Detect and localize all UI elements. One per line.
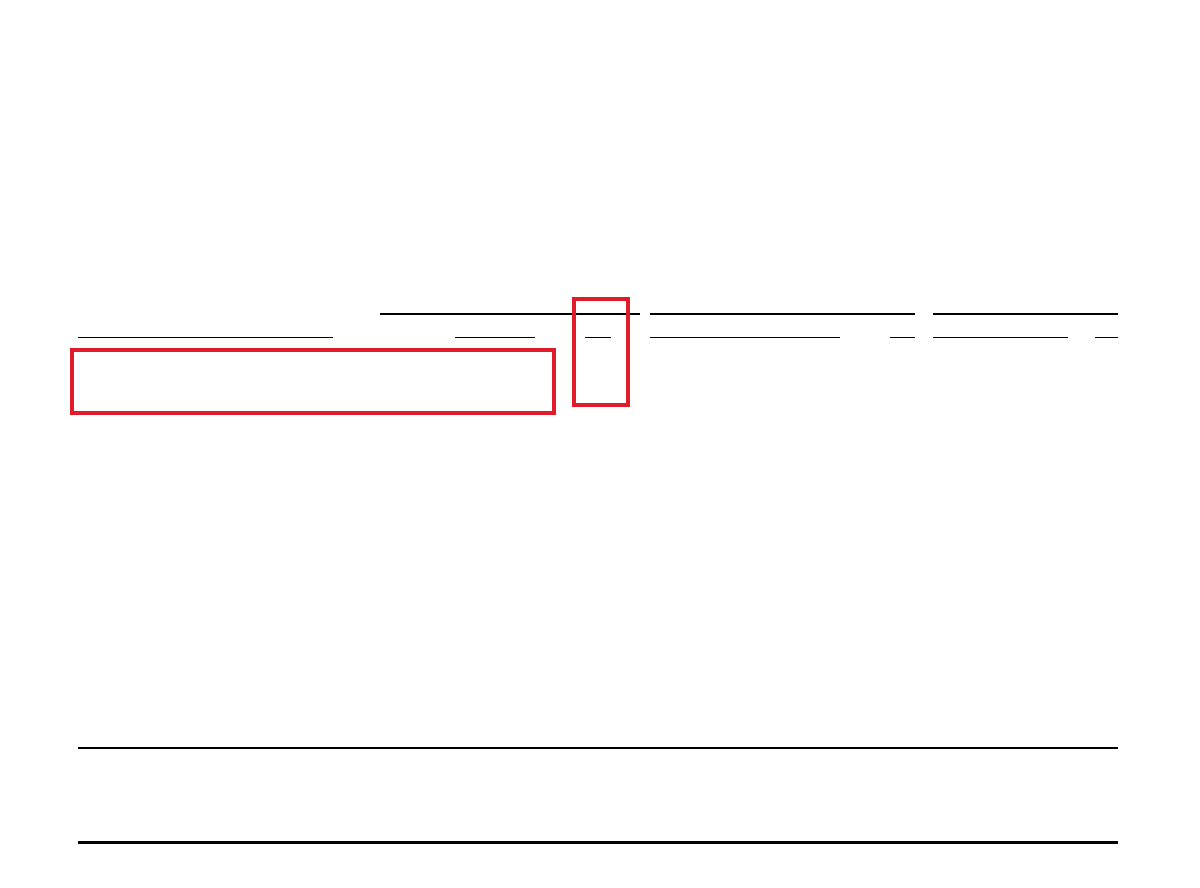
sum-rule-2016 [933, 337, 1068, 338]
header-rule-2017 [650, 313, 915, 315]
unit-rule [78, 337, 333, 338]
highlight-box-portfolio [70, 348, 556, 415]
sum-rule-2018 [455, 337, 535, 338]
total-rule-bottom [78, 841, 1118, 844]
highlight-box-percent [572, 297, 630, 407]
pct-rule-2016 [1095, 337, 1118, 338]
header-rule-2016 [933, 313, 1118, 315]
pct-rule-2017 [890, 337, 915, 338]
total-rule-top [78, 747, 1118, 749]
sum-rule-2017 [650, 337, 840, 338]
